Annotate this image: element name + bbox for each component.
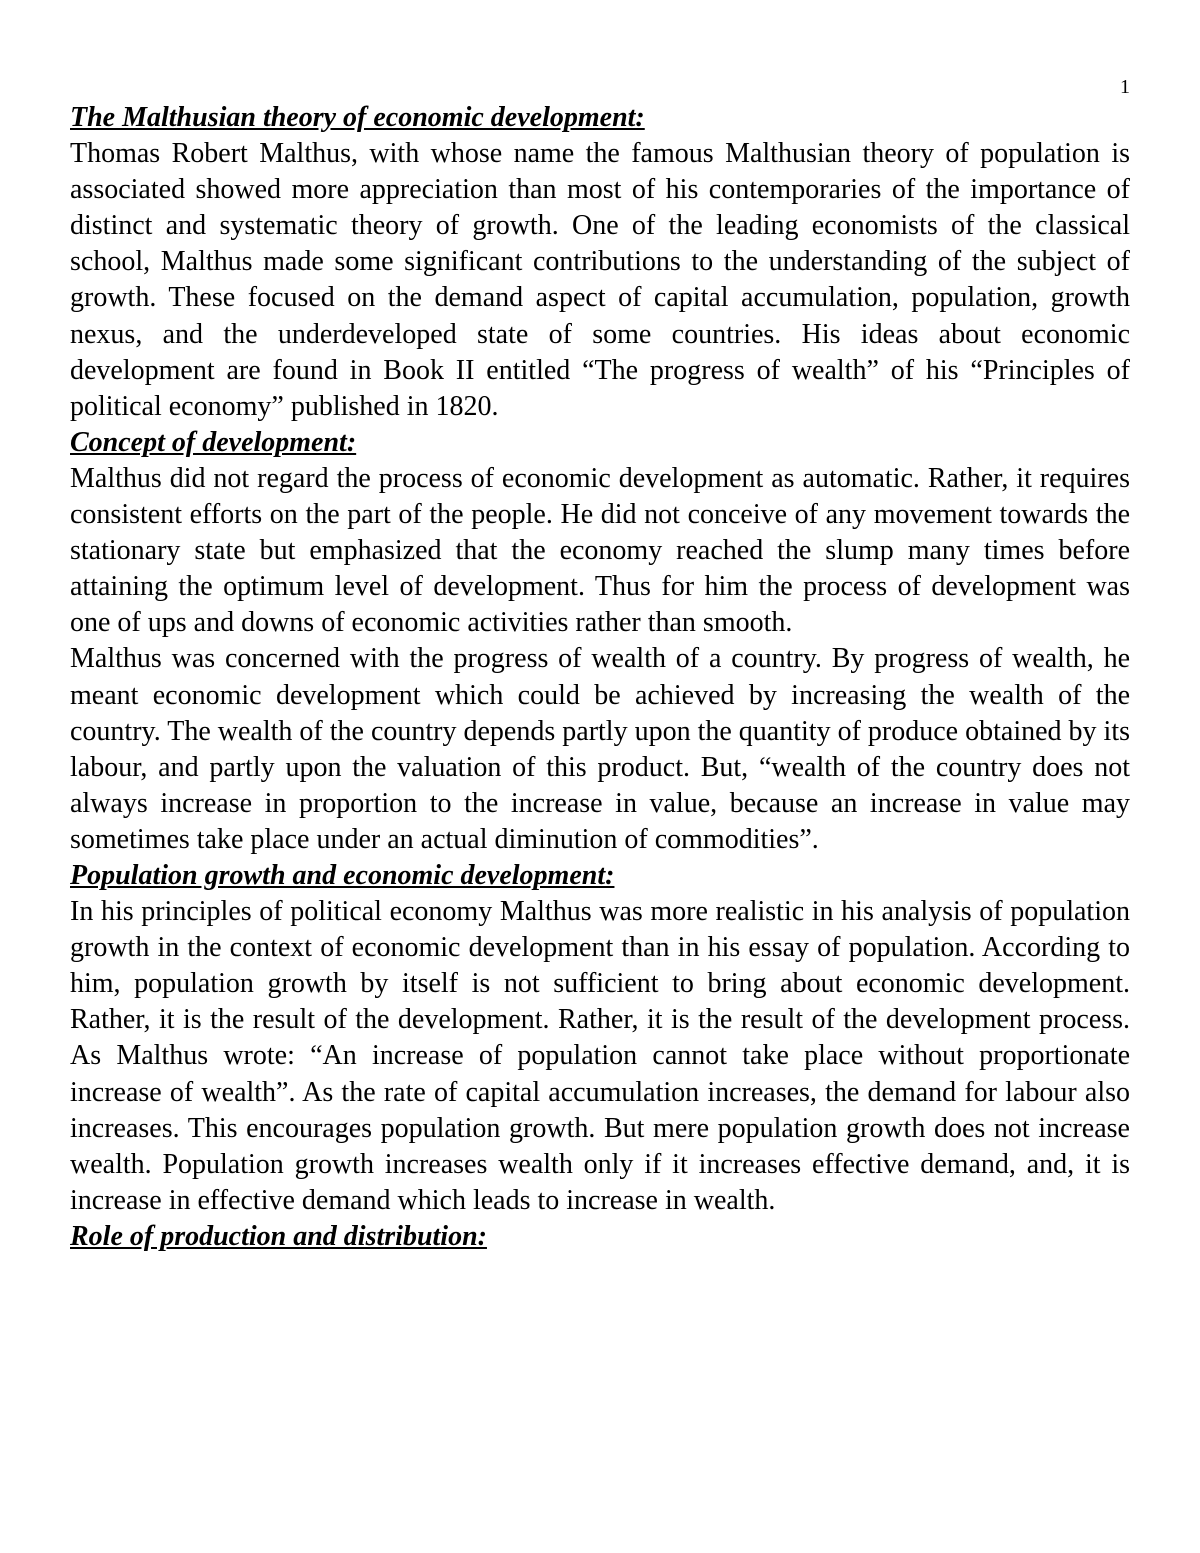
section-heading-production-distribution: Role of production and distribution: xyxy=(70,1220,487,1252)
section-heading-concept-of-development: Concept of development: xyxy=(70,426,357,458)
page-number: 1 xyxy=(1120,76,1130,98)
paragraph-intro: Thomas Robert Malthus, with whose name the famous Malthusian theory of population is associated showed more appreciation than most of his contemporaries of the importance of distinct and systematic theory of growth. One of the leading economists of the classical school, Malthus made some significant contributions to the understanding of the subject of growth. These focused on the demand aspect of capital accumulation, population, growth nexus, and the underdeveloped state of some countries. His ideas about economic development are found in Book II entitled “The progress of wealth” of his “Principles of political economy” published in 1820. xyxy=(70,138,1130,422)
paragraph-concept-1: Malthus did not regard the process of economic development as automatic. Rather, it requires consistent efforts on the part of the people. He did not conceive of any movement towards the stationary state but emphasized that the economy reached the slump many times before attaining the optimum level of development. Thus for him the process of development was one of ups and downs of economic activities rather than smooth. xyxy=(70,462,1130,639)
paragraph-population: In his principles of political economy Malthus was more realistic in his analysis of population growth in the context of economic development than in his essay of population. According to him, population growth by itself is not sufficient to bring about economic development. Rather, it is the result of the development. Rather, it is the result of the development process. As Malthus wrote: “An increase of population cannot take place without proportionate increase of wealth”. As the rate of capital accumulation increases, the demand for labour also increases. This encourages population growth. But mere population growth does not increase wealth. Population growth increases wealth only if it increases effective demand, and, it is increase in effective demand which leads to increase in wealth. xyxy=(70,896,1130,1216)
section-heading-population-growth: Population growth and economic development: xyxy=(70,859,615,891)
document-body xyxy=(70,100,1130,1255)
section-heading-malthusian-theory: The Malthusian theory of economic development: xyxy=(70,102,645,133)
paragraph-concept-2: Malthus was concerned with the progress of wealth of a country. By progress of wealth, he meant economic development which could be achieved by increasing the wealth of the country. The wealth of the country depends partly upon the quantity of produce obtained by its labour, and partly upon the valuation of this product. But, “wealth of the country does not always increase in proportion to the increase in value, because an increase in value may sometimes take place under an actual diminution of commodities”. xyxy=(70,643,1130,855)
